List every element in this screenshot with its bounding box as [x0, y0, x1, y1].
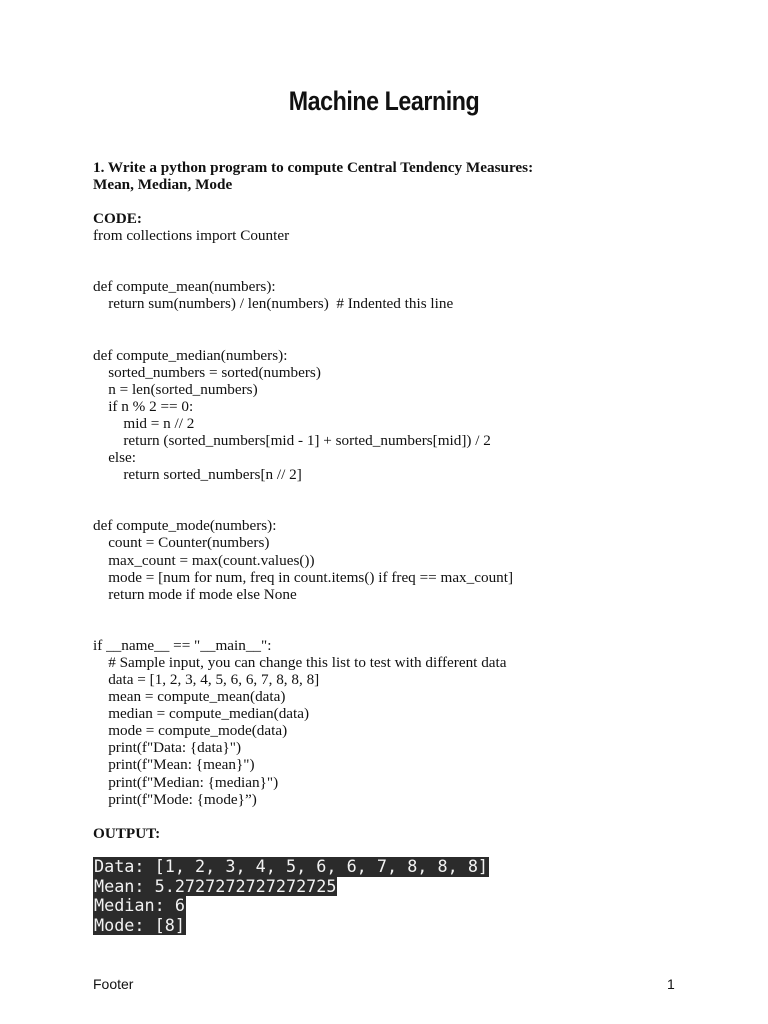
code-line: mode = compute_mode(data) — [93, 722, 288, 740]
code-line: n = len(sorted_numbers) — [93, 380, 258, 398]
code-line: print(f"Mode: {mode}”) — [93, 790, 257, 808]
code-line: data = [1, 2, 3, 4, 5, 6, 6, 7, 8, 8, 8] — [93, 670, 320, 688]
footer-text: Footer — [93, 976, 134, 992]
console-output — [93, 857, 489, 935]
code-block-mode — [93, 517, 693, 602]
code-block-median — [93, 347, 693, 484]
code-block-imports — [93, 227, 693, 244]
code-line: def compute_mean(numbers): — [93, 278, 276, 296]
code-line: sorted_numbers = sorted(numbers) — [93, 363, 321, 381]
code-line: if n % 2 == 0: — [93, 397, 194, 415]
code-block-main — [93, 637, 693, 808]
code-block-mean — [93, 278, 693, 312]
code-label: CODE: — [93, 210, 142, 228]
code-line: if __name__ == "__main__": — [93, 636, 272, 654]
question-line-1: 1. Write a python program to compute Central Tendency Measures: — [93, 159, 534, 176]
code-line: return (sorted_numbers[mid - 1] + sorted_numbers[mid]) / 2 — [93, 432, 491, 450]
code-line: return mode if mode else None — [93, 585, 297, 603]
code-line: max_count = max(count.values()) — [93, 551, 315, 569]
output-line: Mode: [8] — [94, 914, 185, 935]
code-line: return sorted_numbers[n // 2] — [93, 466, 302, 484]
code-line: from collections import Counter — [93, 227, 290, 245]
page-title: Machine Learning — [288, 86, 480, 116]
code-line: return sum(numbers) / len(numbers) # Indented this line — [93, 295, 454, 313]
output-line: Median: 6 — [94, 895, 185, 916]
code-line: print(f"Mean: {mean}") — [93, 756, 255, 774]
code-line: count = Counter(numbers) — [93, 534, 270, 552]
code-line: mid = n // 2 — [93, 414, 195, 432]
page-number: 1 — [667, 976, 675, 992]
code-line: else: — [93, 449, 137, 467]
question-line-2: Mean, Median, Mode — [93, 176, 233, 194]
code-line: print(f"Median: {median}") — [93, 773, 279, 791]
code-line: def compute_median(numbers): — [93, 346, 288, 364]
document-body — [93, 159, 693, 842]
code-line: mode = [num for num, freq in count.items() if freq == max_count] — [93, 568, 514, 586]
code-line: mean = compute_mean(data) — [93, 688, 286, 706]
code-line: median = compute_median(data) — [93, 705, 310, 723]
code-line: # Sample input, you can change this list to test with different data — [93, 653, 507, 671]
code-line: def compute_mode(numbers): — [93, 517, 277, 535]
output-label: OUTPUT: — [93, 824, 161, 842]
output-line: Data: [1, 2, 3, 4, 5, 6, 6, 7, 8, 8, 8] — [94, 856, 489, 876]
code-line: print(f"Data: {data}") — [93, 739, 242, 757]
output-line: Mean: 5.2727272727272725 — [94, 875, 337, 896]
